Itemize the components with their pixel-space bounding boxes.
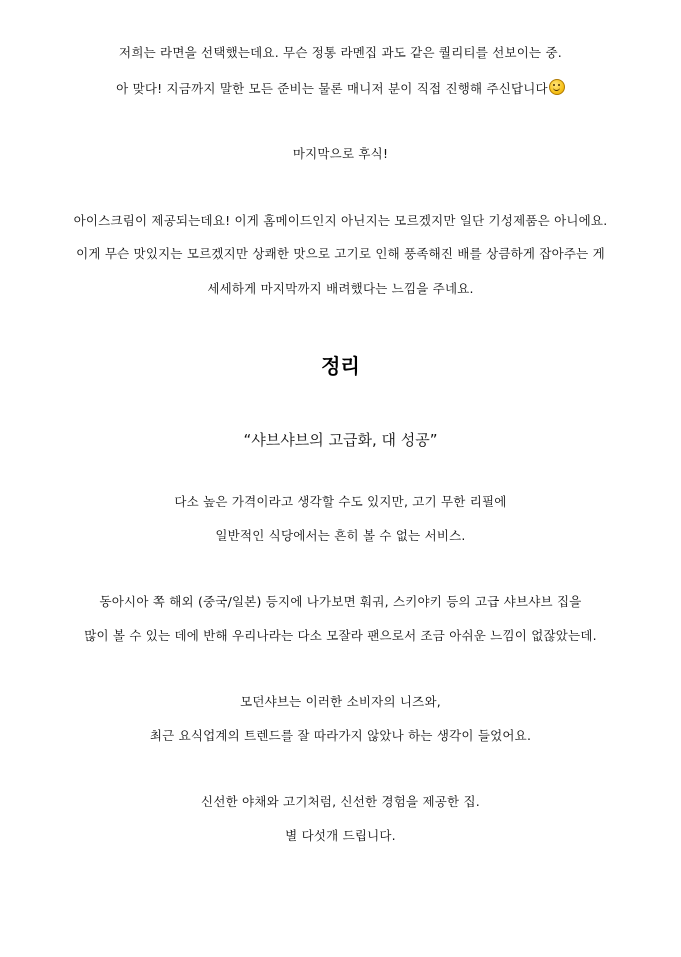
paragraph-line: 최근 요식업계의 트렌드를 잘 따라가지 않았나 하는 생각이 들었어요. [149, 728, 532, 743]
paragraph-line: 저희는 라면을 선택했는데요. 무슨 정통 라멘집 과도 같은 퀄리티를 선보이는 중. [119, 45, 562, 60]
paragraph-line: 아이스크림이 제공되는데요! 이게 홈메이드인지 아닌지는 모르겠지만 일단 기성제품은 아니에요. [73, 213, 608, 228]
paragraph-line: 모던샤브는 이러한 소비자의 니즈와, [240, 694, 441, 709]
smiling-face-icon [549, 79, 565, 95]
section-heading: 정리 [321, 354, 360, 378]
paragraph-line-text: 아 맞다! 지금까지 말한 모든 준비는 물론 매니저 분이 직접 진행해 주신답니다 [116, 81, 548, 96]
paragraph-line: 이게 무슨 맛있지는 모르겠지만 상쾌한 맛으로 고기로 인해 풍족해진 배를 상큼하게 잡아주는 게 [76, 246, 605, 261]
paragraph-line: 일반적인 식당에서는 흔히 볼 수 없는 서비스. [215, 528, 466, 543]
paragraph-line: 동아시아 쪽 해외 (중국/일본) 등지에 나가보면 훠궈, 스키야키 등의 고급 샤브샤브 집을 [99, 594, 582, 609]
paragraph-line: 마지막으로 후식! [292, 146, 389, 161]
paragraph-line: 다소 높은 가격이라고 생각할 수도 있지만, 고기 무한 리필에 [174, 494, 507, 509]
paragraph-line: 신선한 야채와 고기처럼, 신선한 경험을 제공한 집. [201, 794, 480, 809]
paragraph-line: 세세하게 마지막까지 배려했다는 느낌을 주네요. [207, 281, 474, 296]
paragraph-line: 별 다섯개 드립니다. [285, 828, 396, 843]
summary-quote: “샤브샤브의 고급화, 대 성공” [243, 431, 438, 449]
paragraph-line [0, 79, 681, 98]
paragraph-line: 많이 볼 수 있는 데에 반해 우리나라는 다소 모잘라 팬으로서 조금 아쉬운 느낌이 없잖았는데. [84, 628, 597, 643]
